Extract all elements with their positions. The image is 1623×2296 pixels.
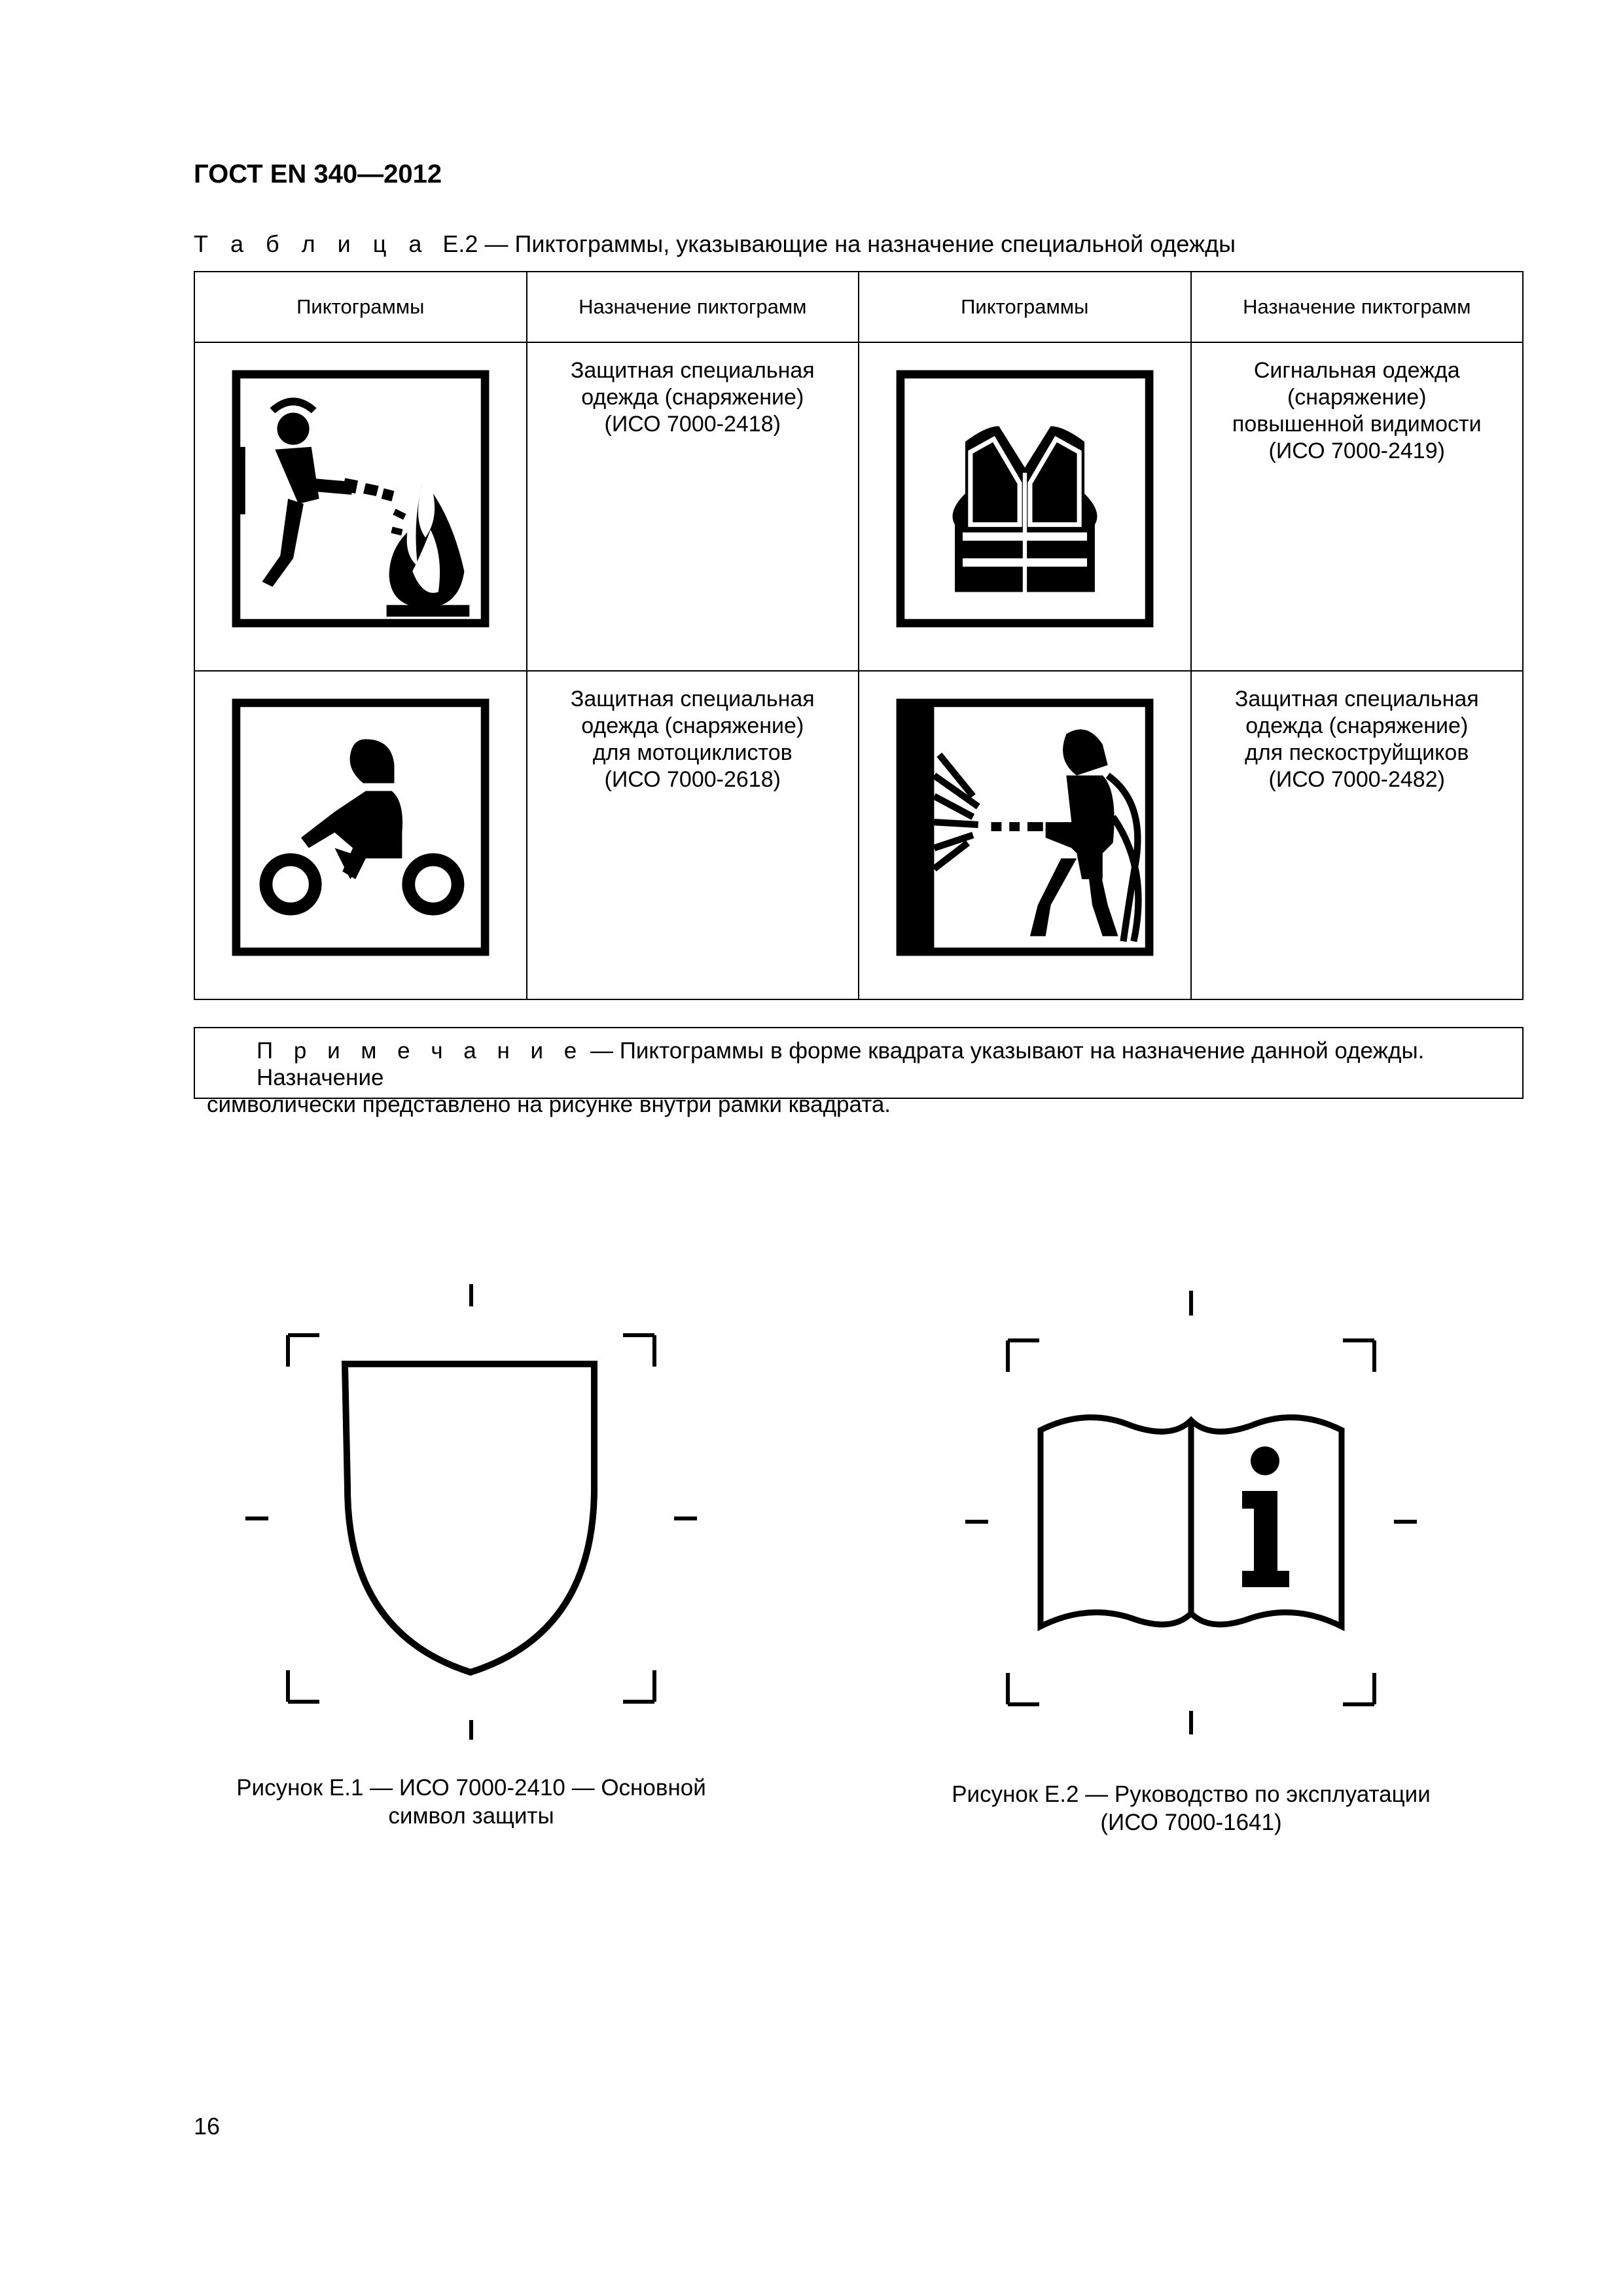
note-text: — Пиктограммы в форме квадрата указывают на назначение данной одежды. Назначение bbox=[257, 1038, 1425, 1090]
purpose-line: одежда (снаряжение) bbox=[581, 385, 804, 410]
pictogram-cell bbox=[859, 342, 1191, 671]
manual-info-icon bbox=[955, 1283, 1427, 1741]
caption-line: символ защиты bbox=[388, 1803, 554, 1829]
table-caption-prefix: Т а б л и ц а bbox=[194, 230, 430, 257]
pictogram-cell bbox=[194, 671, 527, 999]
caption-line: (ИСО 7000-1641) bbox=[1100, 1810, 1282, 1835]
purpose-line: (ИСО 7000-2482) bbox=[1268, 767, 1445, 792]
purpose-line: для пескоструйщиков bbox=[1245, 740, 1469, 765]
table-caption bbox=[194, 230, 1236, 258]
purpose-line: повышенной видимости bbox=[1232, 412, 1482, 437]
purpose-line: одежда (снаряжение) bbox=[581, 713, 804, 738]
document-header: ГОСТ EN 340—2012 bbox=[194, 160, 442, 188]
pictogram-table bbox=[194, 271, 1524, 1000]
table-row bbox=[194, 671, 1523, 999]
note-line bbox=[207, 1037, 1510, 1091]
purpose-line: для мотоциклистов bbox=[592, 740, 793, 765]
purpose-line: Сигнальная одежда bbox=[1253, 358, 1460, 383]
caption-line: Рисунок E.1 — ИСО 7000-2410 — Основной bbox=[236, 1775, 706, 1801]
purpose-line: (снаряжение) bbox=[1287, 385, 1427, 410]
page-number: 16 bbox=[194, 2113, 221, 2140]
purpose-cell bbox=[1191, 671, 1524, 999]
purpose-line: одежда (снаряжение) bbox=[1245, 713, 1469, 738]
table-header-row bbox=[194, 272, 1523, 342]
firefighter-icon bbox=[231, 369, 490, 628]
shield-icon bbox=[236, 1283, 707, 1741]
purpose-line: (ИСО 7000-2618) bbox=[604, 767, 781, 792]
column-header: Пиктограммы bbox=[859, 272, 1191, 342]
purpose-cell bbox=[527, 671, 859, 999]
purpose-cell bbox=[527, 342, 859, 671]
note-box bbox=[194, 1027, 1524, 1117]
figure-caption bbox=[183, 1774, 759, 1830]
purpose-line: Защитная специальная bbox=[1234, 687, 1479, 711]
figure-caption bbox=[903, 1780, 1479, 1837]
table-caption-text: E.2 — Пиктограммы, указывающие на назначение специальной одежды bbox=[442, 230, 1236, 257]
motorcyclist-icon bbox=[231, 698, 490, 957]
sandblaster-icon bbox=[895, 698, 1154, 957]
note-prefix: П р и м е ч а н и е bbox=[257, 1038, 584, 1064]
note-line: символически представлено на рисунке внутри рамки квадрата. bbox=[207, 1092, 891, 1117]
column-header: Назначение пиктограмм bbox=[527, 272, 859, 342]
caption-line: Рисунок E.2 — Руководство по эксплуатации bbox=[952, 1782, 1431, 1807]
pictogram-cell bbox=[194, 342, 527, 671]
purpose-line: Защитная специальная bbox=[570, 687, 815, 711]
high-visibility-vest-icon bbox=[895, 369, 1154, 628]
column-header: Назначение пиктограмм bbox=[1191, 272, 1524, 342]
pictogram-cell bbox=[859, 671, 1191, 999]
table-row bbox=[194, 342, 1523, 671]
purpose-line: (ИСО 7000-2419) bbox=[1268, 439, 1445, 463]
purpose-line: (ИСО 7000-2418) bbox=[604, 412, 781, 437]
purpose-cell bbox=[1191, 342, 1524, 671]
column-header: Пиктограммы bbox=[194, 272, 527, 342]
purpose-line: Защитная специальная bbox=[570, 358, 815, 383]
